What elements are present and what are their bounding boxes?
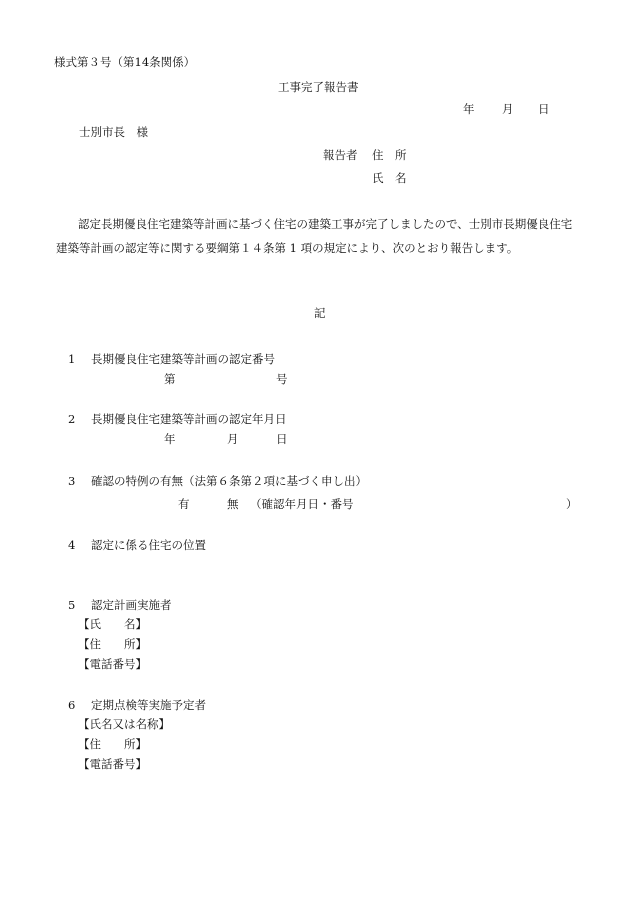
item3-no: 無 [227, 497, 239, 511]
item2-label: 長期優良住宅建築等計画の認定年月日 [91, 412, 287, 426]
item6-address-field: 【住 所】 [78, 737, 147, 751]
date-day: 日 [538, 102, 550, 116]
date-year: 年 [463, 102, 475, 116]
item3-number: 3 [68, 474, 76, 488]
item3-close-paren: ） [566, 497, 578, 511]
item6-name-field: 【氏名又は名称】 [78, 717, 170, 731]
item1-label: 長期優良住宅建築等計画の認定番号 [91, 352, 275, 366]
item5-phone-field: 【電話番号】 [78, 657, 147, 671]
item6-label: 定期点検等実施予定者 [91, 698, 206, 712]
item2-month: 月 [227, 432, 239, 446]
item3-label: 確認の特例の有無（法第６条第２項に基づく申し出） [91, 474, 367, 488]
item2-year: 年 [164, 432, 176, 446]
item4-label: 認定に係る住宅の位置 [91, 538, 206, 552]
item1-go: 号 [276, 372, 288, 386]
item2-number: 2 [68, 412, 76, 426]
body-paragraph: 認定長期優良住宅建築等計画に基づく住宅の建築工事が完了しましたので、士別市長期優良住宅建築等計画の認定等に関する要綱第１４条第 1 項の規定により、次のとおり報告します。 [56, 217, 573, 255]
item4-number: 4 [68, 538, 76, 552]
item3-confirmation-label: （確認年月日・番号 [250, 497, 354, 511]
item5-number: 5 [68, 598, 76, 612]
form-number: 様式第３号（第14条関係） [54, 55, 196, 69]
item6-phone-field: 【電話番号】 [78, 757, 147, 771]
item5-label: 認定計画実施者 [91, 598, 172, 612]
document-title: 工事完了報告書 [278, 80, 359, 94]
ki-heading: 記 [314, 306, 326, 320]
item1-dai: 第 [164, 372, 176, 386]
item1-number: 1 [68, 352, 76, 366]
date-month: 月 [502, 102, 514, 116]
item6-number: 6 [68, 698, 76, 712]
addressee: 士別市長 様 [79, 125, 148, 139]
reporter-address-label: 住 所 [372, 148, 407, 162]
item2-day: 日 [276, 432, 288, 446]
reporter-label: 報告者 [323, 148, 358, 162]
item5-address-field: 【住 所】 [78, 637, 147, 651]
reporter-name-label: 氏 名 [372, 171, 407, 185]
item5-name-field: 【氏 名】 [78, 617, 147, 631]
item3-yes: 有 [178, 497, 190, 511]
